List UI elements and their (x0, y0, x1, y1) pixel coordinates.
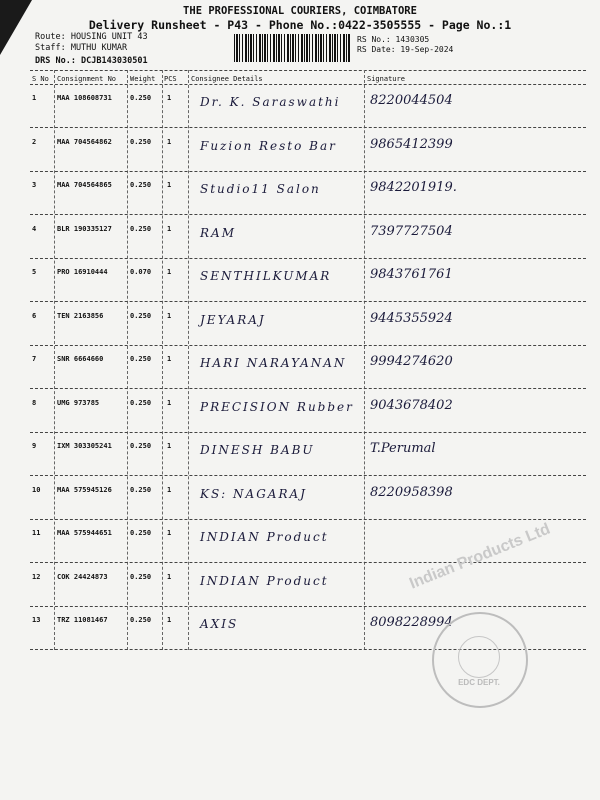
table-row (30, 390, 586, 433)
row-sno: 7 (32, 355, 37, 363)
row-sno: 8 (32, 398, 37, 407)
row-consignee: DINESH BABU (200, 443, 315, 457)
table-row (30, 259, 586, 302)
table-row (30, 433, 586, 476)
runsheet-title: Delivery Runsheet - P43 - Phone No.:0422-3505555 - Page No.:1 (88, 18, 512, 32)
row-sno: 6 (32, 311, 37, 320)
row-sno: 12 (32, 572, 41, 581)
row-consignee: AXIS (200, 617, 239, 631)
row-sno: 4 (32, 224, 37, 233)
row-signature: 9842201919. (370, 180, 457, 195)
rs-date: RS Date: 19-Sep-2024 (357, 45, 454, 54)
row-pcs: 1 (167, 224, 172, 233)
staff-label: Staff: MUTHU KUMAR (35, 43, 128, 53)
table-top-line (30, 70, 586, 71)
row-pcs: 1 (167, 485, 172, 494)
row-weight: 0.250 (130, 529, 152, 537)
col-header-signature: Signature (367, 75, 405, 83)
row-consignment-no: MAA 704564865 (57, 181, 112, 189)
row-consignment-no: COK 24424873 (57, 572, 108, 581)
company-stamp: Indian Products Ltd (407, 520, 553, 593)
row-signature: 9865412399 (370, 136, 453, 152)
col-header-pcs: PCS (164, 75, 177, 83)
table-row (30, 477, 586, 520)
row-weight: 0.250 (130, 181, 152, 189)
row-consignment-no: MAA 108608731 (57, 94, 112, 102)
row-sno: 13 (32, 616, 41, 624)
row-signature: 9994274620 (370, 354, 453, 369)
row-weight: 0.250 (130, 616, 152, 624)
row-consignee: RAM (200, 225, 236, 240)
route-label: Route: HOUSING UNIT 43 (35, 32, 148, 42)
row-pcs: 1 (167, 572, 172, 581)
row-consignment-no: TRZ 11081467 (57, 616, 108, 624)
row-weight: 0.250 (130, 398, 152, 407)
row-pcs: 1 (167, 398, 172, 407)
row-consignment-no: TEN 2163856 (57, 311, 104, 320)
row-signature: 9445355924 (370, 310, 453, 326)
row-pcs: 1 (167, 94, 172, 102)
row-signature: 8220044504 (370, 93, 453, 108)
row-weight: 0.250 (130, 94, 152, 102)
row-consignee: INDIAN Product (200, 530, 329, 544)
row-consignment-no: SNR 6664660 (57, 355, 104, 363)
row-sno: 3 (32, 181, 37, 189)
row-signature: 9043678402 (370, 397, 453, 413)
table-row (30, 303, 586, 346)
row-consignee: Studio11 Salon (200, 182, 321, 196)
row-pcs: 1 (167, 442, 172, 450)
row-consignment-no: IXM 303305241 (57, 442, 112, 450)
row-weight: 0.070 (130, 268, 152, 276)
row-consignment-no: BLR 190335127 (57, 224, 112, 233)
table-row (30, 216, 586, 259)
row-pcs: 1 (167, 355, 172, 363)
table-row (30, 85, 586, 128)
row-pcs: 1 (167, 181, 172, 189)
row-pcs: 1 (167, 529, 172, 537)
row-weight: 0.250 (130, 485, 152, 494)
col-header-consignment: Consignment No (57, 75, 117, 83)
row-consignee: Fuzion Resto Bar (200, 138, 337, 153)
row-consignee: INDIAN Product (200, 573, 329, 588)
row-weight: 0.250 (130, 311, 152, 320)
col-header-weight: Weight (130, 75, 156, 83)
row-signature: T.Perumal (370, 441, 436, 456)
row-consignee: HARI NARAYANAN (200, 356, 347, 370)
row-pcs: 1 (167, 137, 172, 146)
barcode (234, 34, 350, 62)
row-signature: 8098228994 (370, 615, 453, 630)
company-title: THE PROFESSIONAL COURIERS, COIMBATORE (183, 5, 417, 17)
round-stamp-inner (458, 636, 500, 678)
table-row (30, 346, 586, 389)
row-consignee: SENTHILKUMAR (200, 269, 332, 283)
row-pcs: 1 (167, 311, 172, 320)
row-consignment-no: UMG 973785 (57, 398, 100, 407)
row-weight: 0.250 (130, 355, 152, 363)
row-signature: 8220958398 (370, 484, 453, 500)
row-consignment-no: MAA 575944651 (57, 529, 112, 537)
row-sno: 2 (32, 137, 37, 146)
row-pcs: 1 (167, 268, 172, 276)
row-sno: 9 (32, 442, 37, 450)
table-row (30, 564, 586, 607)
table-row (30, 129, 586, 172)
row-consignment-no: PRO 16910444 (57, 268, 108, 276)
row-weight: 0.250 (130, 224, 152, 233)
round-stamp-text: EDC DEPT. (458, 678, 500, 687)
row-sno: 5 (32, 268, 37, 276)
row-weight: 0.250 (130, 137, 152, 146)
row-signature: 9843761761 (370, 267, 453, 282)
row-sno: 1 (32, 94, 37, 102)
drs-number: DRS No.: DCJB143030501 (35, 56, 148, 66)
table-row (30, 172, 586, 215)
rs-number: RS No.: 1430305 (357, 35, 430, 44)
row-consignment-no: MAA 704564862 (57, 137, 112, 146)
row-weight: 0.250 (130, 442, 152, 450)
row-consignment-no: MAA 575945126 (57, 485, 112, 494)
row-consignee: KS: NAGARAJ (200, 486, 307, 501)
row-consignee: Dr. K. Saraswathi (200, 95, 341, 109)
col-header-sno: S No (32, 75, 49, 83)
row-sno: 10 (32, 485, 41, 494)
row-consignee: PRECISION Rubber (200, 399, 354, 414)
row-pcs: 1 (167, 616, 172, 624)
row-sno: 11 (32, 529, 41, 537)
col-header-consignee: Consignee Details (191, 75, 263, 83)
row-signature: 7397727504 (370, 223, 453, 239)
row-consignee: JEYARAJ (200, 312, 266, 327)
row-weight: 0.250 (130, 572, 152, 581)
